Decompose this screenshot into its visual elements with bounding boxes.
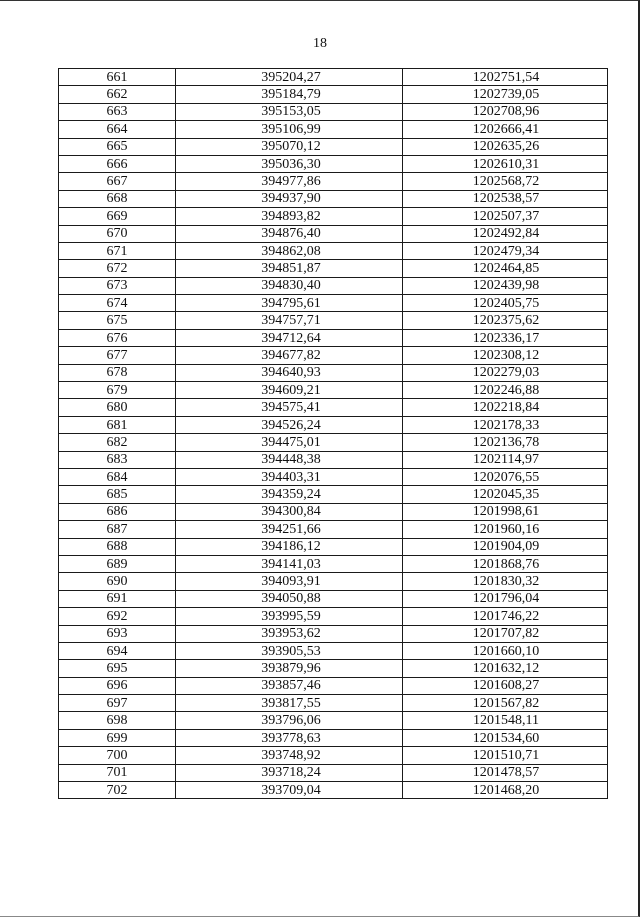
y-coordinate-cell: 1201608,27 [403,677,608,694]
page-number: 18 [313,36,327,51]
y-coordinate-cell: 1201868,76 [403,555,608,572]
point-number-cell: 665 [59,138,176,155]
y-coordinate-cell: 1201830,32 [403,573,608,590]
table-row [59,260,608,277]
table-row [59,503,608,520]
y-coordinate-cell: 1202405,75 [403,295,608,312]
point-number-cell: 681 [59,416,176,433]
y-coordinate-cell: 1202336,17 [403,329,608,346]
table-row [59,712,608,729]
y-coordinate-cell: 1202178,33 [403,416,608,433]
x-coordinate-cell: 393953,62 [176,625,403,642]
table-row [59,573,608,590]
x-coordinate-cell: 394403,31 [176,468,403,485]
y-coordinate-cell: 1201567,82 [403,695,608,712]
y-coordinate-cell: 1202464,85 [403,260,608,277]
point-number-cell: 689 [59,555,176,572]
x-coordinate-cell: 394300,84 [176,503,403,520]
point-number-cell: 699 [59,729,176,746]
table-row [59,729,608,746]
table-row [59,590,608,607]
x-coordinate-cell: 394977,86 [176,173,403,190]
y-coordinate-cell: 1201796,04 [403,590,608,607]
point-number-cell: 670 [59,225,176,242]
point-number-cell: 666 [59,155,176,172]
table-row [59,677,608,694]
point-number-cell: 682 [59,434,176,451]
x-coordinate-cell: 393995,59 [176,608,403,625]
y-coordinate-cell: 1202439,98 [403,277,608,294]
x-coordinate-cell: 394937,90 [176,190,403,207]
y-coordinate-cell: 1202218,84 [403,399,608,416]
point-number-cell: 700 [59,747,176,764]
point-number-cell: 672 [59,260,176,277]
y-coordinate-cell: 1202479,34 [403,242,608,259]
coordinates-table-body [59,69,608,799]
table-row [59,434,608,451]
x-coordinate-cell: 395106,99 [176,121,403,138]
y-coordinate-cell: 1201904,09 [403,538,608,555]
table-row [59,642,608,659]
x-coordinate-cell: 394640,93 [176,364,403,381]
x-coordinate-cell: 394893,82 [176,208,403,225]
point-number-cell: 691 [59,590,176,607]
y-coordinate-cell: 1202751,54 [403,69,608,86]
y-coordinate-cell: 1202045,35 [403,486,608,503]
x-coordinate-cell: 395036,30 [176,155,403,172]
x-coordinate-cell: 394575,41 [176,399,403,416]
x-coordinate-cell: 393778,63 [176,729,403,746]
table-row [59,329,608,346]
y-coordinate-cell: 1201548,11 [403,712,608,729]
x-coordinate-cell: 394677,82 [176,347,403,364]
table-row [59,764,608,781]
table-row [59,486,608,503]
y-coordinate-cell: 1202708,96 [403,103,608,120]
table-row [59,468,608,485]
y-coordinate-cell: 1201510,71 [403,747,608,764]
y-coordinate-cell: 1202739,05 [403,86,608,103]
y-coordinate-cell: 1201468,20 [403,782,608,799]
point-number-cell: 668 [59,190,176,207]
x-coordinate-cell: 394251,66 [176,521,403,538]
x-coordinate-cell: 393857,46 [176,677,403,694]
point-number-cell: 690 [59,573,176,590]
point-number-cell: 664 [59,121,176,138]
x-coordinate-cell: 393879,96 [176,660,403,677]
point-number-cell: 697 [59,695,176,712]
point-number-cell: 698 [59,712,176,729]
x-coordinate-cell: 394359,24 [176,486,403,503]
y-coordinate-cell: 1201478,57 [403,764,608,781]
point-number-cell: 702 [59,782,176,799]
y-coordinate-cell: 1201660,10 [403,642,608,659]
point-number-cell: 686 [59,503,176,520]
table-row [59,538,608,555]
x-coordinate-cell: 394526,24 [176,416,403,433]
x-coordinate-cell: 394795,61 [176,295,403,312]
point-number-cell: 680 [59,399,176,416]
x-coordinate-cell: 393796,06 [176,712,403,729]
point-number-cell: 662 [59,86,176,103]
table-row [59,155,608,172]
point-number-cell: 678 [59,364,176,381]
x-coordinate-cell: 395204,27 [176,69,403,86]
y-coordinate-cell: 1202666,41 [403,121,608,138]
point-number-cell: 684 [59,468,176,485]
y-coordinate-cell: 1201534,60 [403,729,608,746]
table-row [59,86,608,103]
x-coordinate-cell: 393748,92 [176,747,403,764]
table-row [59,625,608,642]
point-number-cell: 692 [59,608,176,625]
y-coordinate-cell: 1202507,37 [403,208,608,225]
y-coordinate-cell: 1201707,82 [403,625,608,642]
x-coordinate-cell: 393718,24 [176,764,403,781]
point-number-cell: 673 [59,277,176,294]
table-row [59,416,608,433]
point-number-cell: 683 [59,451,176,468]
table-row [59,608,608,625]
table-row [59,364,608,381]
y-coordinate-cell: 1202492,84 [403,225,608,242]
point-number-cell: 667 [59,173,176,190]
point-number-cell: 687 [59,521,176,538]
point-number-cell: 674 [59,295,176,312]
x-coordinate-cell: 394757,71 [176,312,403,329]
x-coordinate-cell: 394712,64 [176,329,403,346]
table-row [59,277,608,294]
y-coordinate-cell: 1202635,26 [403,138,608,155]
x-coordinate-cell: 394830,40 [176,277,403,294]
x-coordinate-cell: 393817,55 [176,695,403,712]
y-coordinate-cell: 1201960,16 [403,521,608,538]
y-coordinate-cell: 1201746,22 [403,608,608,625]
coordinates-table [58,68,608,799]
table-row [59,660,608,677]
table-row [59,555,608,572]
table-row [59,347,608,364]
table-row [59,138,608,155]
table-row [59,399,608,416]
table-row [59,295,608,312]
y-coordinate-cell: 1202308,12 [403,347,608,364]
point-number-cell: 677 [59,347,176,364]
x-coordinate-cell: 394609,21 [176,382,403,399]
table-row [59,747,608,764]
x-coordinate-cell: 394862,08 [176,242,403,259]
x-coordinate-cell: 394448,38 [176,451,403,468]
x-coordinate-cell: 394050,88 [176,590,403,607]
y-coordinate-cell: 1202610,31 [403,155,608,172]
y-coordinate-cell: 1202568,72 [403,173,608,190]
x-coordinate-cell: 394851,87 [176,260,403,277]
y-coordinate-cell: 1202246,88 [403,382,608,399]
point-number-cell: 679 [59,382,176,399]
table-row [59,208,608,225]
point-number-cell: 694 [59,642,176,659]
x-coordinate-cell: 394093,91 [176,573,403,590]
table-row [59,521,608,538]
table-row [59,173,608,190]
y-coordinate-cell: 1202375,62 [403,312,608,329]
x-coordinate-cell: 394876,40 [176,225,403,242]
point-number-cell: 685 [59,486,176,503]
point-number-cell: 701 [59,764,176,781]
point-number-cell: 661 [59,69,176,86]
table-row [59,382,608,399]
x-coordinate-cell: 395070,12 [176,138,403,155]
y-coordinate-cell: 1202279,03 [403,364,608,381]
x-coordinate-cell: 393905,53 [176,642,403,659]
table-row [59,695,608,712]
y-coordinate-cell: 1202136,78 [403,434,608,451]
point-number-cell: 695 [59,660,176,677]
table-row [59,69,608,86]
point-number-cell: 688 [59,538,176,555]
x-coordinate-cell: 393709,04 [176,782,403,799]
y-coordinate-cell: 1202076,55 [403,468,608,485]
point-number-cell: 676 [59,329,176,346]
table-row [59,190,608,207]
y-coordinate-cell: 1201998,61 [403,503,608,520]
table-row [59,121,608,138]
x-coordinate-cell: 395184,79 [176,86,403,103]
table-row [59,782,608,799]
x-coordinate-cell: 395153,05 [176,103,403,120]
x-coordinate-cell: 394475,01 [176,434,403,451]
table-row [59,225,608,242]
table-row [59,451,608,468]
y-coordinate-cell: 1201632,12 [403,660,608,677]
point-number-cell: 693 [59,625,176,642]
y-coordinate-cell: 1202538,57 [403,190,608,207]
x-coordinate-cell: 394186,12 [176,538,403,555]
table-row [59,242,608,259]
point-number-cell: 663 [59,103,176,120]
y-coordinate-cell: 1202114,97 [403,451,608,468]
point-number-cell: 669 [59,208,176,225]
x-coordinate-cell: 394141,03 [176,555,403,572]
table-row [59,312,608,329]
point-number-cell: 696 [59,677,176,694]
point-number-cell: 675 [59,312,176,329]
table-row [59,103,608,120]
point-number-cell: 671 [59,242,176,259]
